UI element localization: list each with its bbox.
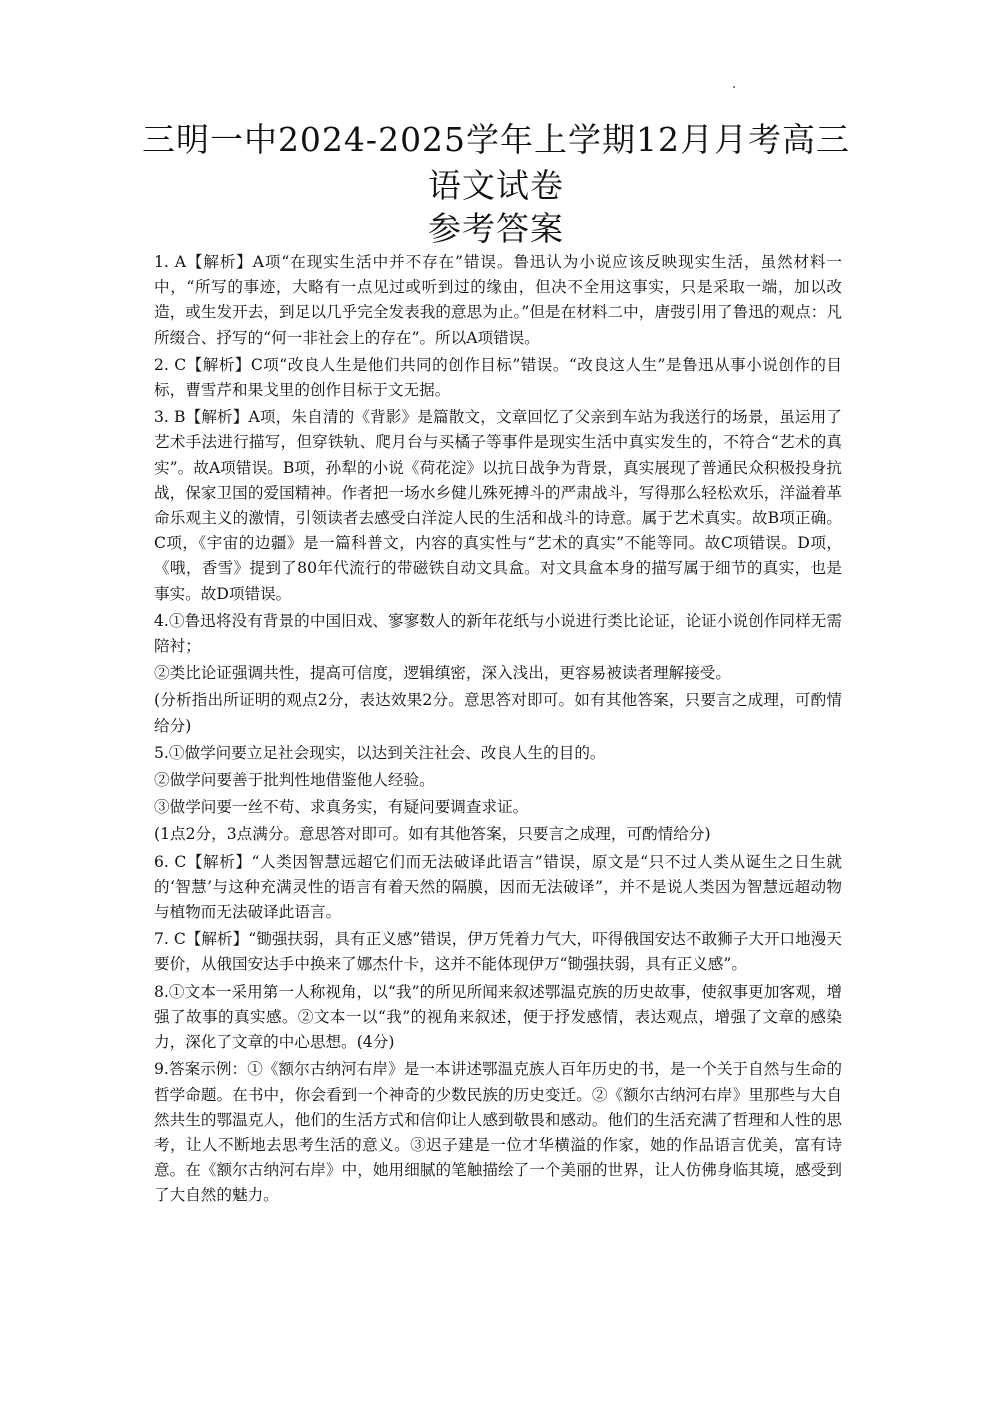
answer-body <box>154 250 842 1211</box>
answer-7: 7. C【解析】“锄强扶弱，具有正义感”错误，伊万凭着力气大，吓得俄国安达不敢狮子大开口地漫天要价，从俄国安达手中换来了娜杰什卡，这并不能体现伊万“锄强扶弱，具有正义感”。 <box>154 930 842 974</box>
answer-5-scoring-note: (1点2分，3点满分。意思答对即可。如有其他答案，只要言之成理，可酌情给分) <box>154 825 711 844</box>
answer-3: 3. B【解析】A项，朱自清的《背影》是篇散文，文章回忆了父亲到车站为我送行的场景，虽运用了艺术手法进行描写，但穿铁轨、爬月台与买橘子等事件是现实生活中真实发生的，不符合“艺术的真实”。故A项错误。B项，孙犁的小说《荷花淀》以抗日战争为背景，真实展现了普通民众积极投身抗战，保家卫国的爱国精神。作者把一场水乡健儿殊死搏斗的严肃战斗，写得那么轻松欢乐，洋溢着革命乐观主义的激情，引领读者去感受白洋淀人民的生活和战斗的诗意。属于艺术真实。故B项正确。C项，《宇宙的边疆》是一篇科普文，内容的真实性与“艺术的真实”不能等同。故C项错误。D项，《哦，香雪》提到了80年代流行的带磁铁自动文具盒。对文具盒本身的描写属于细节的真实，也是事实。故D项错误。 <box>154 408 842 603</box>
scan-dot <box>733 86 735 88</box>
answer-6: 6. C【解析】“人类因智慧远超它们而无法破译此语言”错误，原文是“只不过人类从诞生之日生就的‘智慧’与这种充满灵性的语言有着天然的隔膜，因而无法破译”，并不是说人类因为智慧远超动物与植物而无法破译此语言。 <box>154 852 842 922</box>
answer-5-point-3: ③做学问要一丝不苟、求真务实，有疑问要调查求证。 <box>154 798 529 817</box>
answer-4-point-1: 4.①鲁迅将没有背景的中国旧戏、寥寥数人的新年花纸与小说进行类比论证，论证小说创作同样无需陪衬； <box>154 611 842 656</box>
answer-5-point-1: 5.①做学问要立足社会现实，以达到关注社会、改良人生的目的。 <box>154 743 606 762</box>
answer-5-point-2: ②做学问要善于批判性地借鉴他人经验。 <box>154 771 435 790</box>
answer-8: 8.①文本一采用第一人称视角，以“我”的所见所闻来叙述鄂温克族的历史故事，使叙事更加客观，增强了故事的真实感。②文本一以“我”的视角来叙述，便于抒发感情，表达观点，增强了文章的感染力，深化了文章的中心思想。(4分) <box>154 982 842 1052</box>
answer-9: 9.答案示例：①《额尔古纳河右岸》是一本讲述鄂温克族人百年历史的书，是一个关于自然与生命的哲学命题。在书中，你会看到一个神奇的少数民族的历史变迁。②《额尔古纳河右岸》里那些与大自然共生的鄂温克人，他们的生活方式和信仰让人感到敬畏和感动。他们的生活充满了哲理和人性的思考，让人不断地去思考生活的意义。③迟子建是一位才华横溢的作家，她的作品语言优美，富有诗意。在《额尔古纳河右岸》中，她用细腻的笔触描绘了一个美丽的世界，让人仿佛身临其境，感受到了大自然的魅力。 <box>154 1060 842 1205</box>
answer-4-scoring-note: (分析指出所证明的观点2分，表达效果2分。意思答对即可。如有其他答案，只要言之成理，可酌情给分) <box>154 691 842 735</box>
answer-2: 2. C【解析】C项“改良人生是他们共同的创作目标”错误。“改良这人生”是鲁迅从事小说创作的目标，曹雪芹和果戈里的创作目标于文无据。 <box>154 355 842 400</box>
exam-title: 三明一中2024-2025学年上学期12月月考高三 <box>141 120 851 159</box>
answer-4-point-2: ②类比论证强调共性，提高可信度，逻辑缜密，深入浅出，更容易被读者理解接受。 <box>154 664 731 683</box>
answer-1: 1. A【解析】A项“在现实生活中并不存在”错误。鲁迅认为小说应该反映现实生活，虽然材料一中，“所写的事迹，大略有一点见过或听到过的缘由，但决不全用这事实，只是采取一端，加以改造，或生发开去，到足以几乎完全发表我的意思为止。”但是在材料二中，唐弢引用了鲁迅的观点：凡所缀合、抒写的“何一非社会上的存在”。所以A项错误。 <box>154 253 842 347</box>
answer-key-heading: 参考答案 <box>428 209 564 248</box>
exam-subject: 语文试卷 <box>428 166 564 205</box>
